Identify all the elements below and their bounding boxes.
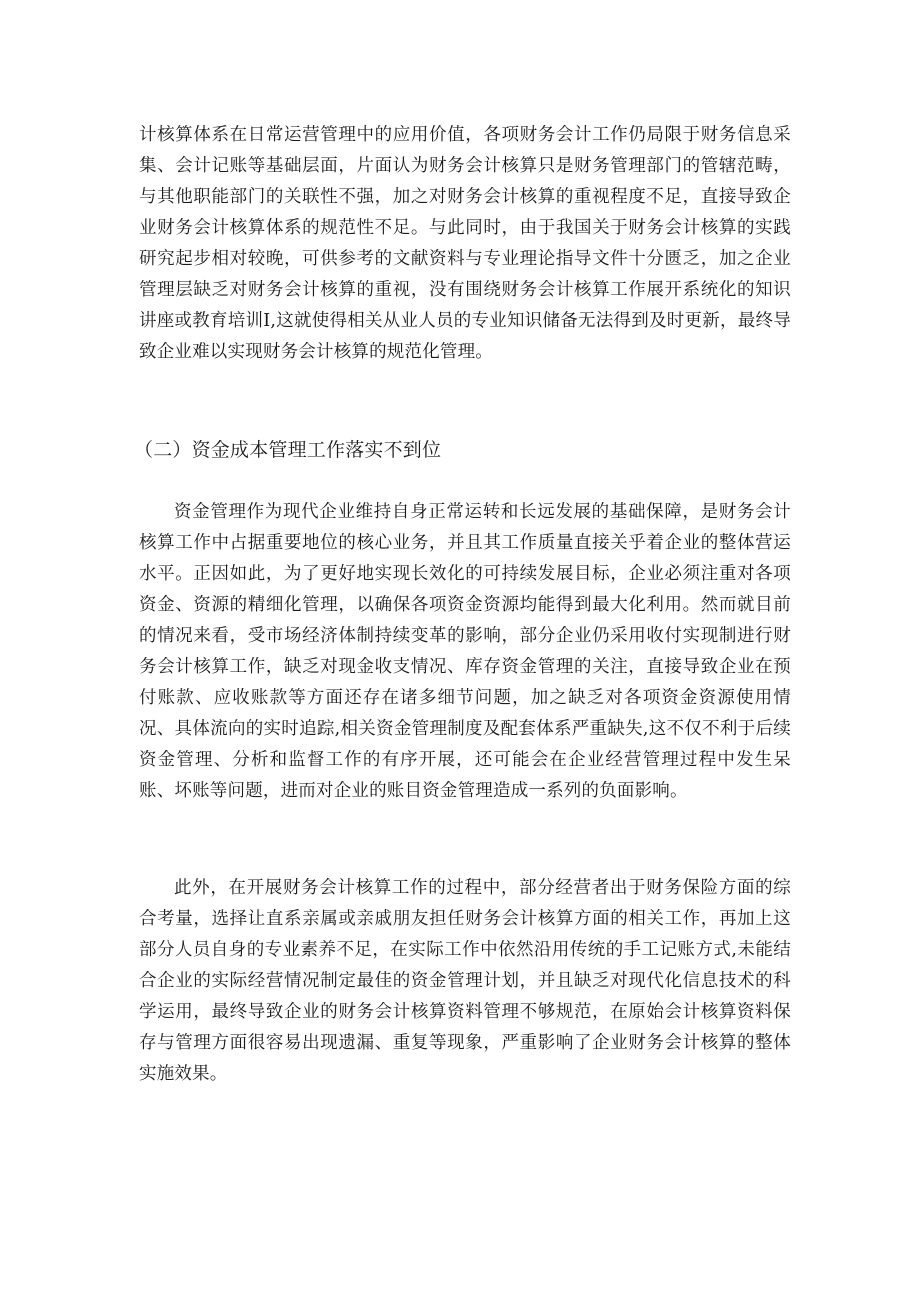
paragraph-capital-management: 资金管理作为现代企业维持自身正常运转和长远发展的基础保障，是财务会计核算工作中占据重要地位的核心业务，并且其工作质量直接关乎着企业的整体营运水平。正因如此，为了更好地实现长效化的可持续发展目标，企业必须注重对各项资金、资源的精细化管理，以确保各项资金资源均能得到最大化利用。然而就目前的情况来看，受市场经济体制持续变革的影响，部分企业仍采用收付实现制进行财务会计核算工作，缺乏对现金收支情况、库存资金管理的关注，直接导致企业在预付账款、应收账款等方面还存在诸多细节问题，加之缺乏对各项资金资源使用情况、具体流向的实时追踪,相关资金管理制度及配套体系严重缺失,这不仅不利于后续资金管理、分析和监督工作的有序开展，还可能会在企业经营管理过程中发生呆账、坏账等问题，进而对企业的账目资金管理造成一系列的负面影响。: [139, 502, 791, 801]
paragraph-intro: 计核算体系在日常运营管理中的应用价值，各项财务会计工作仍局限于财务信息采集、会计记账等基础层面，片面认为财务会计核算只是财务管理部门的管辖范畴，与其他职能部门的关联性不强，加之对财务会计核算的重视程度不足，直接导致企业财务会计核算体系的规范性不足。与此同时，由于我国关于财务会计核算的实践研究起步相对较晚，可供参考的文献资料与专业理论指导文件十分匮乏，加之企业管理层缺乏对财务会计核算的重视，没有围绕财务会计核算工作展开系统化的知识讲座或教育培训Ⅰ,这就使得相关从业人员的专业知识储备无法得到及时更新，最终导致企业难以实现财务会计核算的规范化管理。: [139, 125, 791, 362]
section-heading: （二）资金成本管理工作落实不到位: [134, 439, 442, 461]
paragraph-additional: 此外，在开展财务会计核算工作的过程中，部分经营者出于财务保险方面的综合考量，选择让直系亲属或亲戚朋友担任财务会计核算方面的相关工作，再加上这部分人员自身的专业素养不足，在实际工作中依然沿用传统的手工记账方式,未能结合企业的实际经营情况制定最佳的资金管理计划，并且缺乏对现代化信息技术的科学运用，最终导致企业的财务会计核算资料管理不够规范，在原始会计核算资料保存与管理方面很容易出现遗漏、重复等现象，严重影响了企业财务会计核算的整体实施效果。: [139, 878, 791, 1084]
